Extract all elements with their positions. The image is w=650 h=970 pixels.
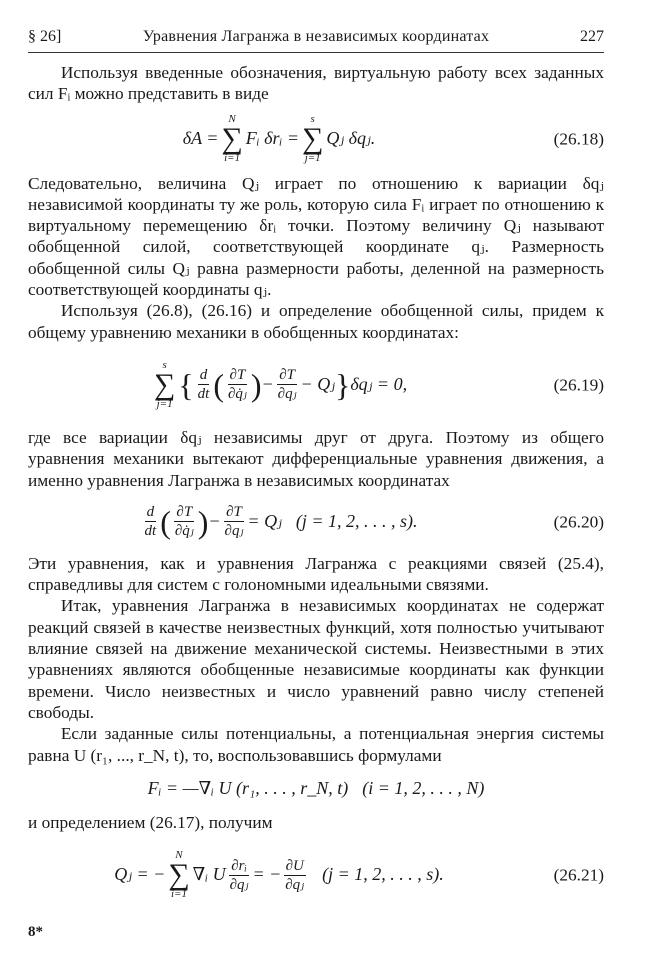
eq5-equals: = − <box>252 864 282 885</box>
running-title: Уравнения Лагранжа в независимых координатах <box>142 28 490 45</box>
eq5-condition: (j = 1, 2, . . . , s). <box>322 864 444 885</box>
eq1-rhs: Qⱼ δqⱼ. <box>326 127 376 148</box>
eq2-sum: s ∑ j=1 <box>153 358 176 410</box>
eq3-time-derivative: $\frac{d}{dt}$ <box>144 504 157 540</box>
eq5-partial-potential: $\frac{\partial U}{\text{∂qⱼ}}$ <box>285 857 305 893</box>
eq3-partial-coordinate: $\frac{\partial T}{\text{∂qⱼ}}$ <box>224 504 244 540</box>
paragraph-6: Итак, уравнения Лагранжа в независимых координатах не содержат реакций связей в качестве неизвестных функций, хотя полностью учитывают влияние связей на движение механической системы. Неизвестными в этих уравнениях являются обобщенные независимые координаты как функции времени. Число неизвестных и число уравнений равно числу степеней свободы. <box>28 596 604 722</box>
paragraph-4: где все вариации δqⱼ независимы друг от друга. Поэтому из общего уравнения механики вытекают дифференциальные уравнения движения, а именно уравнения Лагранжа в независимых координатах <box>28 427 604 490</box>
eq2-open-brace: { <box>178 366 194 403</box>
eq2-partial-coordinate: $\frac{\partial T}{\text{∂qⱼ}}$ <box>277 367 297 403</box>
paragraph-5: Эти уравнения, как и уравнения Лагранжа с реакциями связей (25.4), справедливы для систем с голономными идеальными связями. <box>28 553 604 595</box>
eq2-tail: − Qⱼ <box>300 374 335 395</box>
eq2-partial-velocity: $\frac{\partial T}{\text{∂q̇ⱼ}}$ <box>227 367 247 403</box>
eq5-partial-radius: $\frac{\text{∂rᵢ}}{\text{∂qⱼ}}$ <box>229 857 249 893</box>
equation-26-20: $\frac{d}{dt}$ ( $\frac{\partial T}{\text{∂q̇ⱼ}}$ ) − $\frac{\partial T}{\text{∂qⱼ}}$ = Qⱼ (j = 1, 2, . . . , s). (26.20) <box>144 503 604 540</box>
eq2-after: δqⱼ = 0, <box>350 374 408 395</box>
paragraph-8: и определением (26.17), получим <box>28 812 273 832</box>
eq4-condition: (i = 1, 2, . . . , N) <box>362 778 485 799</box>
eq4-formula: Fᵢ = —∇ᵢ U (r₁, . . . , r_N, t) <box>147 778 349 799</box>
paragraph-2: Следовательно, величина Qⱼ играет по отношению к вариации δqⱼ независимой координаты ту же роль, которую сила Fᵢ играет по отношению к виртуальному перемещению δrᵢ точки. Поэтому величину Qⱼ называют обобщенной силой, соответствующей координате qⱼ. Размерность обобщенной силы Qⱼ равна размерности работы, деленной на размерность соответствующей координаты qⱼ. <box>28 173 604 300</box>
equation-gradient <box>28 772 604 806</box>
signature-mark: 8* <box>28 924 43 940</box>
equation-26-18 <box>28 111 604 167</box>
eq1-sum-1: N ∑ i=1 <box>221 112 243 164</box>
equation-number: (26.20) <box>553 512 604 532</box>
section-marker: § 26] <box>28 28 62 45</box>
equation-26-21 <box>28 839 604 911</box>
running-header <box>28 26 604 53</box>
page-number: 227 <box>580 28 604 45</box>
equation-26-19: s ∑ j=1 { $\frac{d}{dt}$ ( $\frac{\partial T}{\text{∂q̇ⱼ}}$ ) − $\frac{\partial T}{\text{∂qⱼ}}$ − Qⱼ } δqⱼ = 0, (26.19) <box>153 358 604 410</box>
equation-number: (26.18) <box>553 128 604 148</box>
eq3-partial-velocity: $\frac{\partial T}{\text{∂q̇ⱼ}}$ <box>174 504 194 540</box>
equation-number: (26.21) <box>553 865 604 885</box>
paragraph-3: Используя (26.8), (26.16) и определение обобщенной силы, придем к общему уравнению механики в обобщенных координатах: <box>28 301 604 342</box>
eq1-mid: Fᵢ δrᵢ = <box>245 127 299 148</box>
eq2-time-derivative: $\frac{d}{dt}$ <box>197 367 210 403</box>
eq3-minus: − <box>208 511 221 532</box>
eq1-sum-2: s ∑ j=1 <box>302 112 324 164</box>
paragraph-7: Если заданные силы потенциальны, а потенциальная энергия системы равна U (r₁, ..., r_N, t), то, воспользовавшись формулами <box>28 724 604 765</box>
eq1-lhs: δA = <box>182 127 219 148</box>
equation-number: (26.19) <box>553 375 604 395</box>
eq5-sum: N ∑ i=1 <box>168 849 190 901</box>
eq5-gradient: ∇ᵢ U <box>192 864 226 885</box>
eq3-condition: (j = 1, 2, . . . , s). <box>295 511 418 532</box>
paragraph-1: Используя введенные обозначения, виртуальную работу всех заданных сил Fᵢ можно представить в виде <box>28 63 604 104</box>
eq5-lhs: Qⱼ = − <box>114 864 166 885</box>
eq3-rhs: = Qⱼ <box>247 511 282 532</box>
page-body <box>28 62 604 917</box>
eq2-minus: − <box>261 374 274 395</box>
eq2-close-brace: } <box>334 366 351 403</box>
